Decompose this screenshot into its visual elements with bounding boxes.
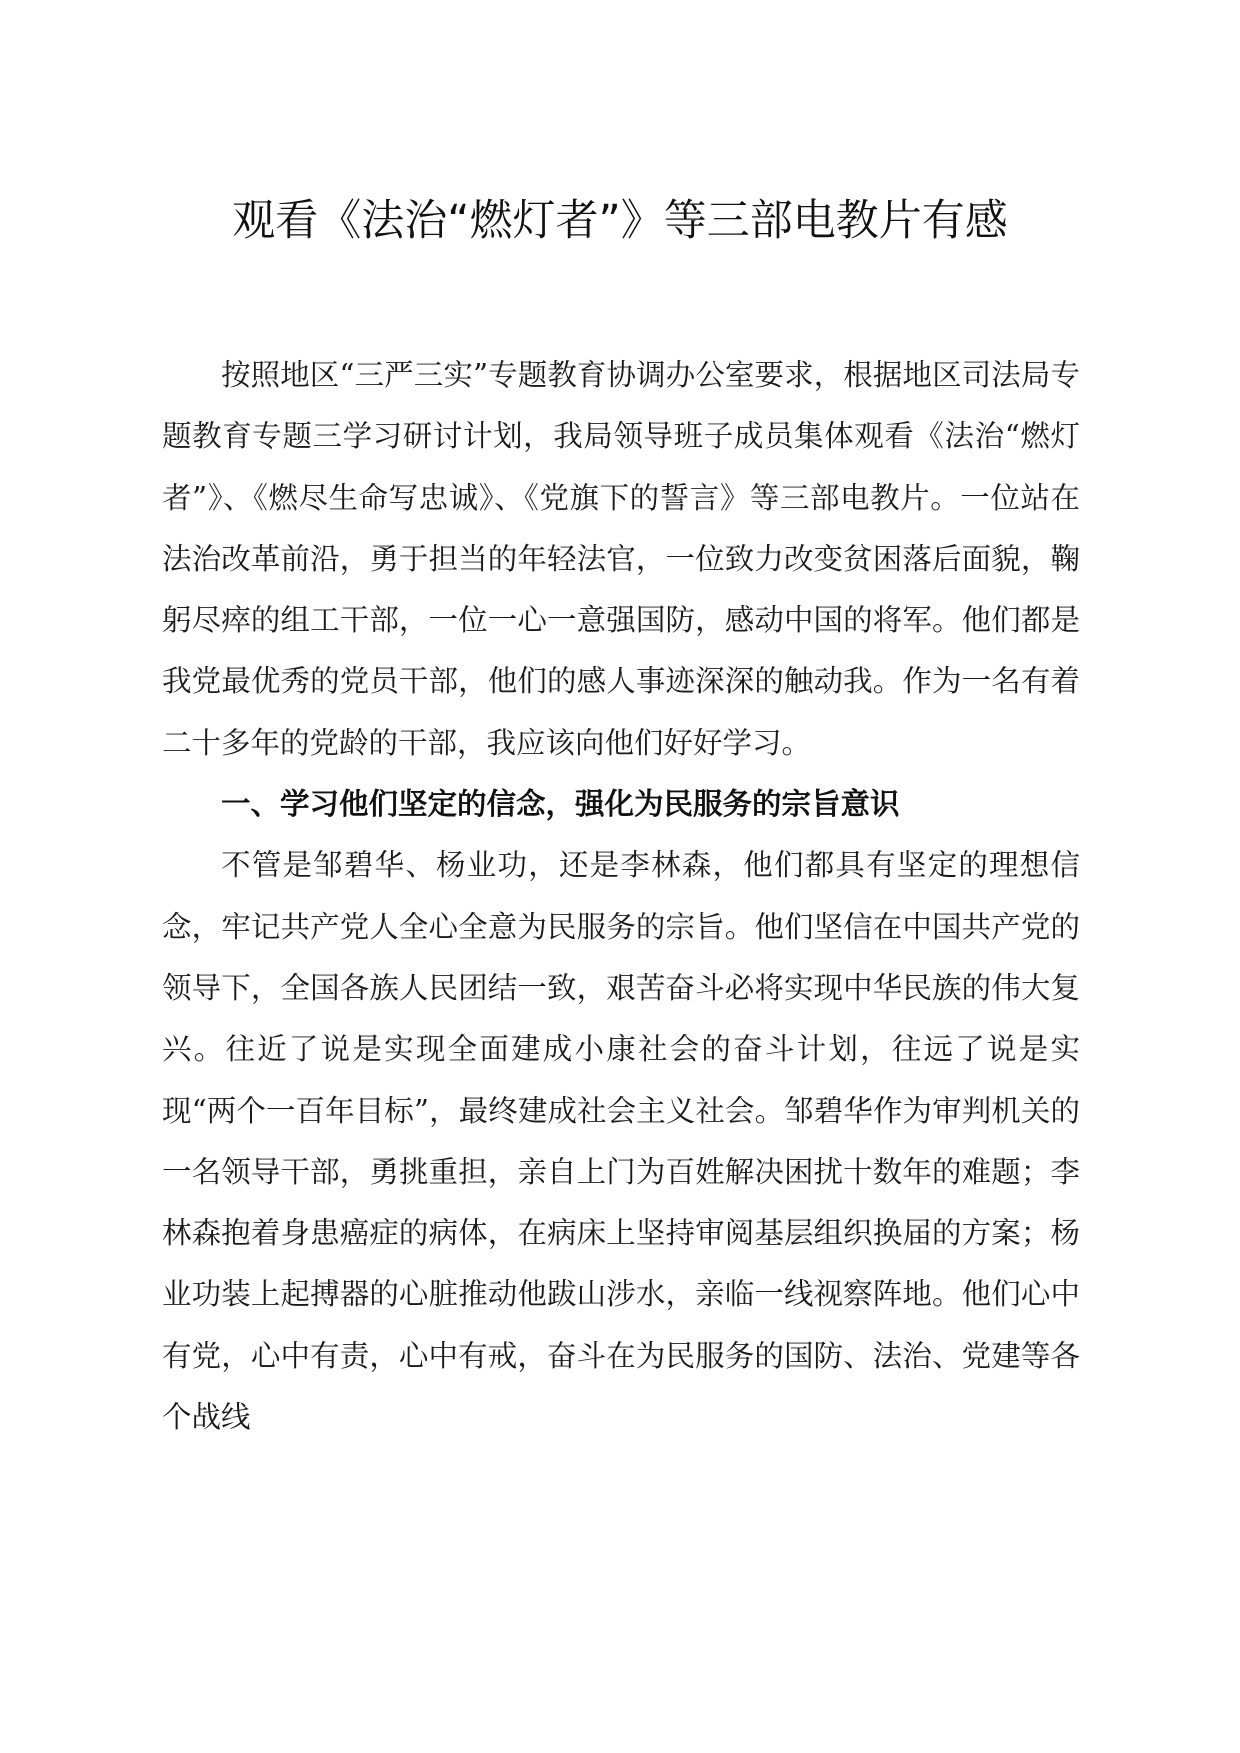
paragraph-section-1: 不管是邹碧华、杨业功，还是李林森，他们都具有坚定的理想信念，牢记共产党人全心全意为民服务的宗旨。他们坚信在中国共产党的领导下，全国各族人民团结一致，艰苦奋斗必将实现中华民族的伟大复兴。往近了说是实现全面建成小康社会的奋斗计划，往远了说是实现“两个一百年目标”，最终建成社会主义社会。邹碧华作为审判机关的一名领导干部，勇挑重担，亲自上门为百姓解决困扰十数年的难题；李林森抱着身患癌症的病体，在病床上坚持审阅基层组织换届的方案；杨业功装上起搏器的心脏推动他跋山涉水，亲临一线视察阵地。他们心中有党，心中有责，心中有戒，奋斗在为民服务的国防、法治、党建等各个战线: [162, 848, 1080, 1435]
document-body: [162, 345, 1080, 1448]
document-title: 观看《法治“燃灯者”》等三部电教片有感: [232, 196, 1008, 246]
section-heading-1: 一、学习他们坚定的信念，强化为民服务的宗旨意识: [221, 787, 900, 822]
paragraph-intro: 按照地区“三严三实”专题教育协调办公室要求，根据地区司法局专题教育专题三学习研讨计划，我局领导班子成员集体观看《法治“燃灯者”》、《燃尽生命写忠诚》、《党旗下的誓言》等三部电教片。一位站在法治改革前沿，勇于担当的年轻法官，一位致力改变贫困落后面貌，鞠躬尽瘁的组工干部，一位一心一意强国防，感动中国的将军。他们都是我党最优秀的党员干部，他们的感人事迹深深的触动我。作为一名有着二十多年的党龄的干部，我应该向他们好好学习。: [162, 358, 1080, 760]
